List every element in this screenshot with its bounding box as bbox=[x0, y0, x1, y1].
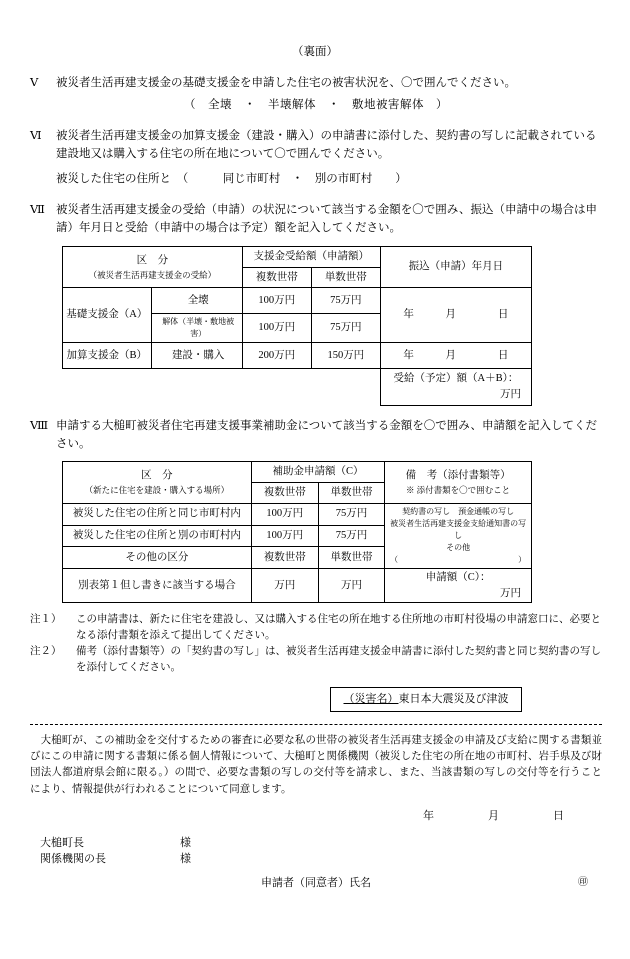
row-detail-kensetsu: 建設・購入 bbox=[151, 343, 242, 369]
section-7-text: 被災者生活再建支援金の受給（申請）の状況について該当する金額を〇で囲み、振込（申請中の場合は申請）年月日と受給（申請中の場合は予定）額を記入してください。 bbox=[56, 204, 597, 234]
row-detail-zenkai: 全壊 bbox=[151, 288, 242, 314]
subsidy-amount-header: 補助金申請額（C） bbox=[251, 462, 384, 483]
addressee-name-1: 大槌町長 bbox=[40, 836, 84, 849]
kubun8-header-line1: 区 分 bbox=[141, 470, 173, 482]
remarks-item-2[interactable]: 被災者生活再建支援金支給通知書の写し bbox=[390, 518, 527, 540]
single-household-header-8: 単数世帯 bbox=[318, 483, 384, 504]
apply-amount-cell[interactable] bbox=[385, 568, 532, 603]
addressee-name-2: 関係機関の長 bbox=[40, 853, 106, 865]
cell8-other-multi[interactable]: 100万円 bbox=[251, 525, 318, 547]
section-6-choices[interactable]: 被災した住宅の住所と （ 同じ市町村 ・ 別の市町村 ） bbox=[56, 172, 407, 185]
kubun8-header bbox=[63, 462, 252, 504]
section-6-text: 被災者生活再建支援金の加算支援金（建設・購入）の申請書に添付した、契約書の写しに記載されている建設地又は購入する住宅の所在地について〇で囲んでください。 bbox=[56, 130, 597, 161]
row-detail-kaitai: 解体（半壊・敷地被害） bbox=[151, 314, 242, 343]
amount-header: 支援金受給額（申請額） bbox=[242, 246, 380, 267]
section-6 bbox=[30, 128, 602, 188]
section-8-text: 申請する大槌町被災者住宅再建支援事業補助金について該当する金額を〇で囲み、申請額を記入してください。 bbox=[56, 419, 597, 450]
page-side-label: （裏面） bbox=[292, 46, 338, 58]
addressee-honorific-2: 様 bbox=[180, 853, 191, 865]
transfer-date-header: 振込（申請）年月日 bbox=[380, 246, 531, 288]
table-row bbox=[63, 288, 532, 314]
table-row bbox=[63, 343, 532, 369]
document-page bbox=[0, 44, 630, 959]
total-unit: 万円 bbox=[500, 389, 521, 401]
seal-icon: ㊞ bbox=[578, 876, 588, 888]
section-5-choices[interactable]: （ 全壊 ・ 半壊解体 ・ 敷地被害解体 ） bbox=[184, 99, 448, 112]
addressee-honorific-1: 様 bbox=[180, 836, 191, 849]
consent-text: 大槌町が、この補助金を交付するための審査に必要な私の世帯の被災者生活再建支援金の申請及び支給に関する書類並びにこの申請に関する書類に係る個人情報について、大槌町と関係機関（被災した住宅の所在地の市町村、岩手県及び財団法人都道府県会館に限る。）の間で、必要な書類の写しの交付等を請求し、また、当該書類の写しの交付等を行うことにより、情報提供が行われることについて同意します。 bbox=[30, 734, 602, 795]
cell-basic-date[interactable]: 年 月 日 bbox=[380, 288, 531, 343]
cell8-etc-single: 単数世帯 bbox=[318, 547, 384, 569]
cell-basic-multi[interactable]: 100万円 bbox=[242, 288, 311, 314]
cell-add-date[interactable]: 年 月 日 bbox=[380, 343, 531, 369]
subsidy-application-table bbox=[62, 461, 532, 603]
table-row bbox=[63, 369, 532, 406]
note-2-label: 注２） bbox=[30, 645, 62, 657]
table-row bbox=[63, 503, 532, 525]
kubun-header bbox=[63, 246, 243, 288]
addressee-block bbox=[30, 835, 602, 868]
applicant-label: 申請者（同意者）氏名 bbox=[261, 876, 371, 889]
cut-line bbox=[30, 724, 602, 725]
kubun-header-line2: （被災者生活再建支援金の受給） bbox=[88, 269, 217, 280]
remarks-header-line1: 備 考（添付書類等） bbox=[405, 470, 511, 482]
support-payment-table bbox=[62, 246, 532, 406]
remarks-item-1[interactable]: 契約書の写し 預金通帳の写し bbox=[402, 506, 515, 516]
section-5-numeral: Ⅴ bbox=[30, 77, 39, 90]
section-6-numeral: Ⅵ bbox=[30, 130, 42, 143]
cell-kaitai-single[interactable]: 75万円 bbox=[311, 314, 380, 343]
applicant-signature-row[interactable] bbox=[30, 875, 602, 892]
cell8-other-single[interactable]: 75万円 bbox=[318, 525, 384, 547]
addressee-row-1 bbox=[30, 835, 602, 852]
remarks-cell[interactable] bbox=[385, 503, 532, 568]
apply-unit: 万円 bbox=[500, 587, 521, 599]
section-7 bbox=[30, 202, 602, 406]
section-5-text: 被災者生活再建支援金の基礎支援金を申請した住宅の被害状況を、〇で囲んでください。 bbox=[56, 77, 516, 90]
remarks-item-other[interactable]: その他（ ） bbox=[390, 542, 527, 564]
row8-kubun-etc: その他の区分 bbox=[63, 547, 252, 569]
multi-household-header-8: 複数世帯 bbox=[251, 483, 318, 504]
row8-kubun-same: 被災した住宅の住所と同じ市町村内 bbox=[63, 503, 252, 525]
disaster-name-box[interactable] bbox=[330, 687, 522, 712]
total-label: 受給（予定）額（A＋B）： bbox=[393, 373, 519, 385]
table-row bbox=[63, 568, 532, 603]
notes-block bbox=[30, 612, 602, 675]
cell8-etc-multi: 複数世帯 bbox=[251, 547, 318, 569]
row8-kubun-annex: 別表第１但し書きに該当する場合 bbox=[63, 568, 252, 603]
cell-basic-single[interactable]: 75万円 bbox=[311, 288, 380, 314]
document-content bbox=[30, 75, 602, 891]
disaster-name-label: （災害名） bbox=[343, 693, 399, 706]
section-8-numeral: Ⅷ bbox=[30, 419, 49, 432]
cell8-same-single[interactable]: 75万円 bbox=[318, 503, 384, 525]
remarks-header bbox=[385, 462, 532, 504]
section-5 bbox=[30, 75, 602, 114]
section-8 bbox=[30, 418, 602, 604]
apply-label: 申請額（C）： bbox=[425, 571, 491, 583]
note-1 bbox=[30, 612, 602, 644]
row-kubun-add: 加算支援金（B） bbox=[63, 343, 152, 369]
kubun8-header-line2: （新たに住宅を建設・購入する場所） bbox=[84, 485, 230, 496]
row-kubun-basic: 基礎支援金（A） bbox=[63, 288, 152, 343]
row8-kubun-other-city: 被災した住宅の住所と別の市町村内 bbox=[63, 525, 252, 547]
total-amount-cell[interactable] bbox=[380, 369, 531, 406]
cell-kaitai-multi[interactable]: 100万円 bbox=[242, 314, 311, 343]
note-1-label: 注１） bbox=[30, 614, 62, 626]
section-7-numeral: Ⅶ bbox=[30, 204, 45, 217]
disaster-name-value: 東日本大震災及び津波 bbox=[398, 693, 509, 706]
note-1-text: この申請書は、新たに住宅を建設し、又は購入する住宅の所在地する住所地の市町村役場の申請窓口に、必要となる添付書類を添えて提出してください。 bbox=[76, 614, 601, 642]
cell8-annex-multi[interactable]: 万円 bbox=[251, 568, 318, 603]
consent-date-line[interactable]: 年 月 日 bbox=[423, 810, 566, 822]
note-2 bbox=[30, 644, 602, 676]
table-row bbox=[63, 246, 532, 267]
multi-household-header: 複数世帯 bbox=[242, 267, 311, 288]
remarks-header-line2: ※ 添付書類を〇で囲むこと bbox=[406, 485, 511, 496]
single-household-header: 単数世帯 bbox=[311, 267, 380, 288]
table-row bbox=[63, 462, 532, 483]
cell8-annex-single[interactable]: 万円 bbox=[318, 568, 384, 603]
cell8-same-multi[interactable]: 100万円 bbox=[251, 503, 318, 525]
note-2-text: 備考（添付書類等）の「契約書の写し」は、被災者生活再建支援金申請書に添付した契約書と同じ契約書の写しを添付してください。 bbox=[76, 645, 601, 673]
cell-add-single[interactable]: 150万円 bbox=[311, 343, 380, 369]
addressee-row-2 bbox=[30, 851, 602, 868]
cell-add-multi[interactable]: 200万円 bbox=[242, 343, 311, 369]
kubun-header-line1: 区 分 bbox=[136, 254, 169, 266]
